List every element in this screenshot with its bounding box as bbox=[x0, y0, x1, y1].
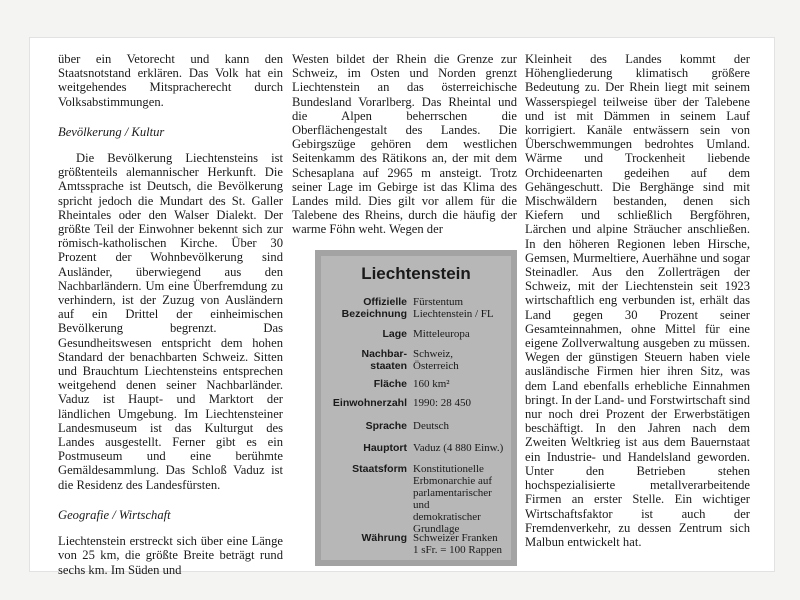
fact-label: Nachbar- staaten bbox=[361, 348, 407, 372]
fact-label: Sprache bbox=[365, 420, 407, 432]
fact-box-panel bbox=[321, 256, 511, 560]
fact-value: 1990: 28 450 bbox=[413, 397, 472, 409]
paragraph-rhein: Westen bildet der Rhein die Grenze zur Schweiz, im Osten und Norden grenzt Liechtenstein an das österreichische Bundesland Vorarlberg. Das Rheintal und die Alpen beherrschen die Oberflächengestalt des Landes. Die Gebirgszüge gehören dem westlichen Seitenkamm des Rätikons an, der mit dem Schesaplana auf 2965 m ansteigt. Trotz seiner Lage im Gebirge ist das Klima des Landes mild. Dies gilt vor allem für die Talebene des Rheins, durch die häufig der warme Föhn weht. Wegen der bbox=[292, 52, 517, 237]
fact-label: Offizielle Bezeichnung bbox=[341, 296, 407, 320]
fact-value: Vaduz (4 880 Einw.) bbox=[413, 442, 504, 454]
fact-label: Staatsform bbox=[352, 463, 407, 475]
section-heading-geografie: Geografie / Wirtschaft bbox=[58, 507, 171, 522]
paragraph-klima-wirtschaft: Kleinheit des Landes kommt der Höhengliederung klimatisch größere Bedeutung zu. Der Rhein liegt mit seinem Wasserspiegel teilweise über der Talebene und ist mit Dämmen in seinem Lauf korrigiert. Kanäle entwässern sein von Überschwemmungen bedrohtes Umland. Wärme und Trockenheit liebende Orchideenarten gedeihen auf dem Gehängeschutt. Die Berghänge sind mit Mischwäldern bestanden, denen sich Kiefern und schließlich Bergföhren, Lärchen und alpine Sträucher anschließen. In den höheren Regionen leben Hirsche, Gemsen, Murmeltiere, Auerhähne und sogar Steinadler. Aus den Zollerträgen der Schweiz, mit der Liechtenstein seit 1923 wirtschaftlich eng verbunden ist, erhält das Land gegen 30 Prozent seiner Gesamteinnahmen, ohne Mittel für eine eigene Zollverwaltung ausgeben zu müssen. Wegen der günstigen Steuern haben viele ausländische Firmen hier ihren Sitz, was dem Land ebenfalls erhebliche Einnahmen bringt. In der Land- und Forstwirtschaft sind nur noch drei Prozent der Erwerbstätigen beschäftigt. In den Jahren nach dem Zweiten Weltkrieg ist aus dem Bauernstaat ein Industrie- und Handelsland geworden. Unter den Betrieben stehen hochspezialisierte metallverarbeitende Firmen an erster Stelle. Ein wichtiger Wirtschaftsfaktor ist auch der Fremdenverkehr, zu dessen Zentrum sich Malbun entwickelt hat. bbox=[525, 52, 750, 549]
fact-label: Fläche bbox=[373, 378, 407, 390]
fact-value: Konstitutionelle Erbmonarchie auf parlamentarischer und demokratischer Grundlage bbox=[413, 463, 493, 535]
fact-value: Fürstentum Liechtenstein / FL bbox=[413, 296, 494, 320]
section-heading-bevoelkerung: Bevölkerung / Kultur bbox=[58, 124, 165, 139]
fact-value: Deutsch bbox=[413, 420, 450, 432]
fact-box-title: Liechtenstein bbox=[361, 264, 471, 283]
paragraph-bevoelkerung: Die Bevölkerung Liechtensteins ist größtenteils alemannischer Herkunft. Die Amtssprache ist Deutsch, die Bevölkerung spricht jedoch die Mundart des St. Galler Rheintales oder den Walser Dialekt. Der größte Teil der Einwohner bekennt sich zur römisch-katholischen Kirche. Über 30 Prozent der Wohnbevölkerung sind Ausländer, überwiegend aus den Nachbarländern. Um eine Überfremdung zu verhindern, ist der Zuzug von Ausländern auf ein Drittel der einheimischen Bevölkerung begrenzt. Das Gesundheitswesen entspricht dem hohen Standard der benachbarten Schweiz. Sitten und Brauchtum Liechtensteins entsprechen weitgehend denen seiner Nachbarländer. Vaduz ist Haupt- und Marktort der ländlichen Umgebung. Im Liechtensteiner Landesmuseum ist das Kulturgut des Landes ausgestellt. Ferner gibt es ein Postmuseum und eine berühmte Gemäldesammlung. Das Schloß Vaduz ist die Residenz des Landesfürsten. bbox=[58, 151, 283, 492]
fact-value: Schweizer Franken 1 sFr. = 100 Rappen bbox=[413, 532, 503, 556]
paragraph-geografie: Liechtenstein erstreckt sich über eine Länge von 25 km, die größte Breite beträgt rund sechs km. Im Süden und bbox=[58, 534, 283, 577]
fact-label: Währung bbox=[361, 532, 407, 544]
text-column-1 bbox=[58, 52, 283, 577]
document-page bbox=[30, 38, 774, 577]
text-column-3 bbox=[525, 52, 750, 549]
fact-value: Schweiz, Österreich bbox=[413, 348, 459, 372]
fact-label: Einwohnerzahl bbox=[332, 397, 407, 409]
fact-box bbox=[315, 250, 517, 566]
fact-label: Hauptort bbox=[363, 442, 407, 454]
text-column-2 bbox=[292, 52, 517, 237]
paragraph-vetorecht: über ein Vetorecht und kann den Staatsnotstand erklären. Das Volk hat ein weitgehendes Mitspracherecht durch Volksabstimmungen. bbox=[58, 52, 283, 109]
fact-value: Mitteleuropa bbox=[413, 328, 470, 340]
fact-label: Lage bbox=[382, 328, 407, 340]
fact-value: 160 km² bbox=[413, 378, 450, 390]
